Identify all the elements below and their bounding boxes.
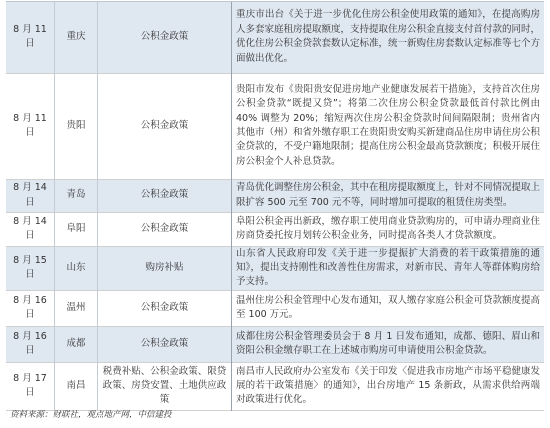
policy-table [6,2,544,411]
row-date: 8 月 17 日 [6,362,55,410]
row-policy-type: 公积金政策 [140,302,189,314]
row-content: 山东省人民政府印发《关于进一步提振扩大消费的若干政策措施的通知》，提出支持刚性和改善性住房需求，对新市民、青年人等群体购房给予支持。 [232,246,545,290]
row-city: 重庆 [55,2,98,73]
row-content: 阜阳公积金再出新政，缴存职工使用商业贷款购房的，可申请办理商业住房商贷委托按月划转公积金业务，同时提高各类人才贷款额度。 [232,212,545,246]
row-policy-type: 公积金政策 [140,338,189,350]
row-date: 8 月 14 日 [6,212,55,246]
row-content: 南昌市人民政府办公室发布《关于印发〈促进我市房地产市场平稳健康发展的若干政策措施〉的通知》，出台房地产 15 条新政，从需求供给两端对政策进行优化。 [232,362,545,410]
row-date: 8 月 14 日 [6,179,55,212]
table-row [6,326,544,362]
row-content: 温州住房公积金管理中心发布通知，双人缴存家庭公积金可贷款额度提高至 100 万元。 [232,290,545,326]
row-date: 8 月 11 日 [6,2,55,73]
table-row [6,212,544,246]
row-content: 青岛优化调整住房公积金，其中在租房提取额度上，针对不同情况提取上限扩容 500 元至 700 元不等，同时增加可提取的租赁住房类型。 [232,179,545,212]
row-date: 8 月 11 日 [6,73,55,179]
table-row [6,2,544,73]
table-row [6,246,544,290]
row-city: 贵阳 [55,73,98,179]
row-content: 成都住房公积金管理委员会于 8 月 1 日发布通知，成都、德阳、眉山和资阳公积金缴存职工在上述城市购房可申请使用公积金贷款。 [232,326,545,362]
row-date: 8 月 15 日 [6,246,55,290]
row-policy-type: 税费补贴、公积金政策、限贷政策、房贷安置、土地供应政策 [102,365,227,406]
row-city: 阜阳 [55,212,98,246]
row-city: 南昌 [55,362,98,410]
row-date: 8 月 16 日 [6,326,55,362]
row-policy-type: 购房补贴 [145,261,184,273]
source-note: 资料来源：财联社，观点地产网，中信建投 [10,410,172,420]
row-policy-type: 公积金政策 [140,222,189,234]
row-date: 8 月 16 日 [6,290,55,326]
row-city: 山东 [55,246,98,290]
row-content: 重庆市出台《关于进一步优化住房公积金使用政策的通知》，在提高购房人多套家庭租房提取额度，支持提取住房公积金直接支付首付款的同时，优化住房公积金贷款套数认定标准，统一新购住房套数认定标准等七个方面做出优化。 [232,2,545,73]
row-policy-type: 公积金政策 [140,189,189,201]
row-city: 成都 [55,326,98,362]
table-row [6,179,544,212]
table-row [6,73,544,179]
table-row [6,362,544,410]
row-policy-type: 公积金政策 [140,119,189,131]
table-row [6,290,544,326]
row-city: 温州 [55,290,98,326]
row-content: 贵阳市发布《贵阳贵安促进房地产业健康发展若干措施》，支持首次住房公积金贷款“既提又贷”；将第二次住房公积金贷款最低首付款比例由 40% 调整为 20%；缩短两次住房公积金贷款时间间隔限制；贵州省内其他市（州）和省外缴存职工在贵阳贵安购买新建商品住房申请住房公积金贷款的，不受户籍地限制；提高住房公积金最高贷款额度；积极开展住房公积金个人补息贷款。 [232,73,545,179]
row-policy-type: 公积金政策 [140,31,189,43]
row-city: 青岛 [55,179,98,212]
